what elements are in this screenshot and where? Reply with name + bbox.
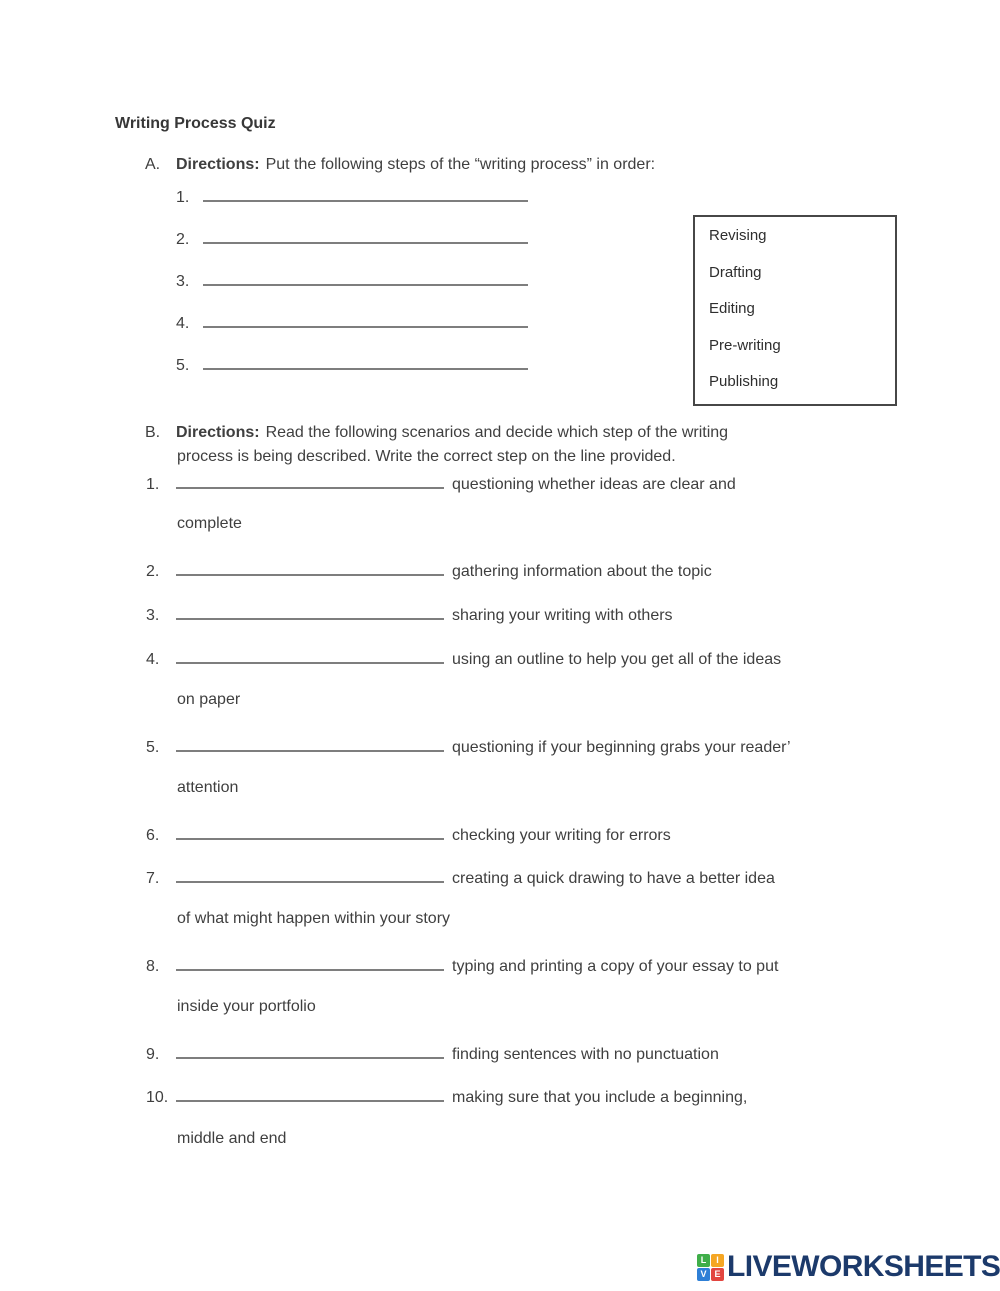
logo-text: LIVEWORKSHEETS (727, 1250, 1000, 1283)
item-number: 6. (146, 827, 160, 844)
logo-square-l: L (697, 1254, 710, 1267)
section-b-directions-label: Directions: (176, 424, 260, 441)
section-b-blank-5[interactable] (176, 734, 444, 752)
section-b-item-1 (146, 471, 736, 495)
item-number: 10. (146, 1089, 169, 1106)
section-b-item-4 (146, 646, 781, 670)
section-b-directions-line1 (145, 423, 728, 443)
section-a-item-1 (176, 184, 528, 208)
item-number: 4. (146, 651, 160, 668)
section-b-item-4-cont: on paper (177, 691, 241, 708)
section-a-item-3 (176, 268, 528, 292)
section-b-item-6 (146, 822, 671, 846)
word-bank-item-publishing: Publishing (709, 373, 779, 390)
section-b-blank-8[interactable] (176, 953, 444, 971)
word-bank-item-editing: Editing (709, 300, 755, 317)
section-b-item-1-cont: complete (177, 515, 242, 532)
liveworksheets-icon (697, 1254, 724, 1281)
section-b-item-5 (146, 734, 791, 758)
section-a-blank-5[interactable] (203, 352, 528, 370)
item-number: 2. (176, 231, 190, 248)
section-b-item-10 (146, 1084, 747, 1108)
section-a-directions-label: Directions: (176, 156, 260, 173)
section-b-item-7 (146, 865, 775, 889)
section-b-item-8-cont: inside your portfolio (177, 998, 316, 1015)
section-a-item-4 (176, 310, 528, 334)
section-a-directions-text: Put the following steps of the “writing process” in order: (265, 156, 656, 173)
section-b-directions-text-1: Read the following scenarios and decide which step of the writing (265, 424, 729, 441)
section-a-blank-2[interactable] (203, 226, 528, 244)
section-b-item-2 (146, 558, 712, 582)
word-bank-item-prewriting: Pre-writing (709, 336, 781, 354)
section-b-item-3 (146, 602, 673, 626)
section-b-letter: B. (145, 424, 161, 441)
item-number: 9. (146, 1046, 160, 1063)
section-b-blank-7[interactable] (176, 865, 444, 883)
scenario-text: typing and printing a copy of your essay to put (452, 958, 779, 975)
section-b-blank-1[interactable] (176, 471, 444, 489)
scenario-text: creating a quick drawing to have a better idea (452, 870, 775, 887)
logo-square-v: V (697, 1268, 710, 1281)
word-bank-box (693, 215, 897, 406)
scenario-text: checking your writing for errors (452, 827, 671, 844)
section-b-item-7-cont: of what might happen within your story (177, 910, 451, 927)
item-number: 4. (176, 315, 190, 332)
page-title: Writing Process Quiz (115, 115, 276, 132)
scenario-text: gathering information about the topic (452, 563, 712, 580)
section-b-blank-4[interactable] (176, 646, 444, 664)
section-b-blank-2[interactable] (176, 558, 444, 576)
section-b-directions-line2: process is being described. Write the correct step on the line provided. (177, 448, 676, 465)
section-a-letter: A. (145, 156, 161, 173)
section-a-item-5 (176, 352, 528, 376)
section-a-item-2 (176, 226, 528, 250)
liveworksheets-logo[interactable] (697, 1249, 1000, 1285)
scenario-text: making sure that you include a beginning, (452, 1089, 748, 1106)
section-b-item-8 (146, 953, 778, 977)
section-b-item-5-cont: attention (177, 779, 239, 796)
logo-square-i: I (711, 1254, 724, 1267)
section-a-blank-4[interactable] (203, 310, 528, 328)
section-b-blank-10[interactable] (176, 1084, 444, 1102)
section-a-directions (145, 155, 655, 175)
scenario-text: questioning whether ideas are clear and (452, 476, 736, 493)
item-number: 5. (146, 739, 160, 756)
section-b-blank-3[interactable] (176, 602, 444, 620)
logo-square-e: E (711, 1268, 724, 1281)
section-b-item-9 (146, 1041, 719, 1065)
word-bank-item-revising: Revising (709, 227, 767, 244)
item-number: 1. (146, 476, 160, 493)
section-a-blank-3[interactable] (203, 268, 528, 286)
word-bank-item-drafting: Drafting (709, 263, 762, 281)
scenario-text: using an outline to help you get all of the ideas (452, 651, 782, 668)
item-number: 8. (146, 958, 160, 975)
scenario-text: sharing your writing with others (452, 607, 673, 624)
scenario-text: questioning if your beginning grabs your reader’ (452, 739, 791, 756)
section-b-blank-6[interactable] (176, 822, 444, 840)
section-b-item-10-cont: middle and end (177, 1130, 287, 1147)
item-number: 5. (176, 357, 190, 374)
item-number: 2. (146, 563, 160, 580)
section-a-blank-1[interactable] (203, 184, 528, 202)
scenario-text: finding sentences with no punctuation (452, 1046, 719, 1063)
item-number: 3. (146, 607, 160, 624)
item-number: 3. (176, 273, 190, 290)
item-number: 7. (146, 870, 160, 887)
item-number: 1. (176, 189, 190, 206)
section-b-blank-9[interactable] (176, 1041, 444, 1059)
